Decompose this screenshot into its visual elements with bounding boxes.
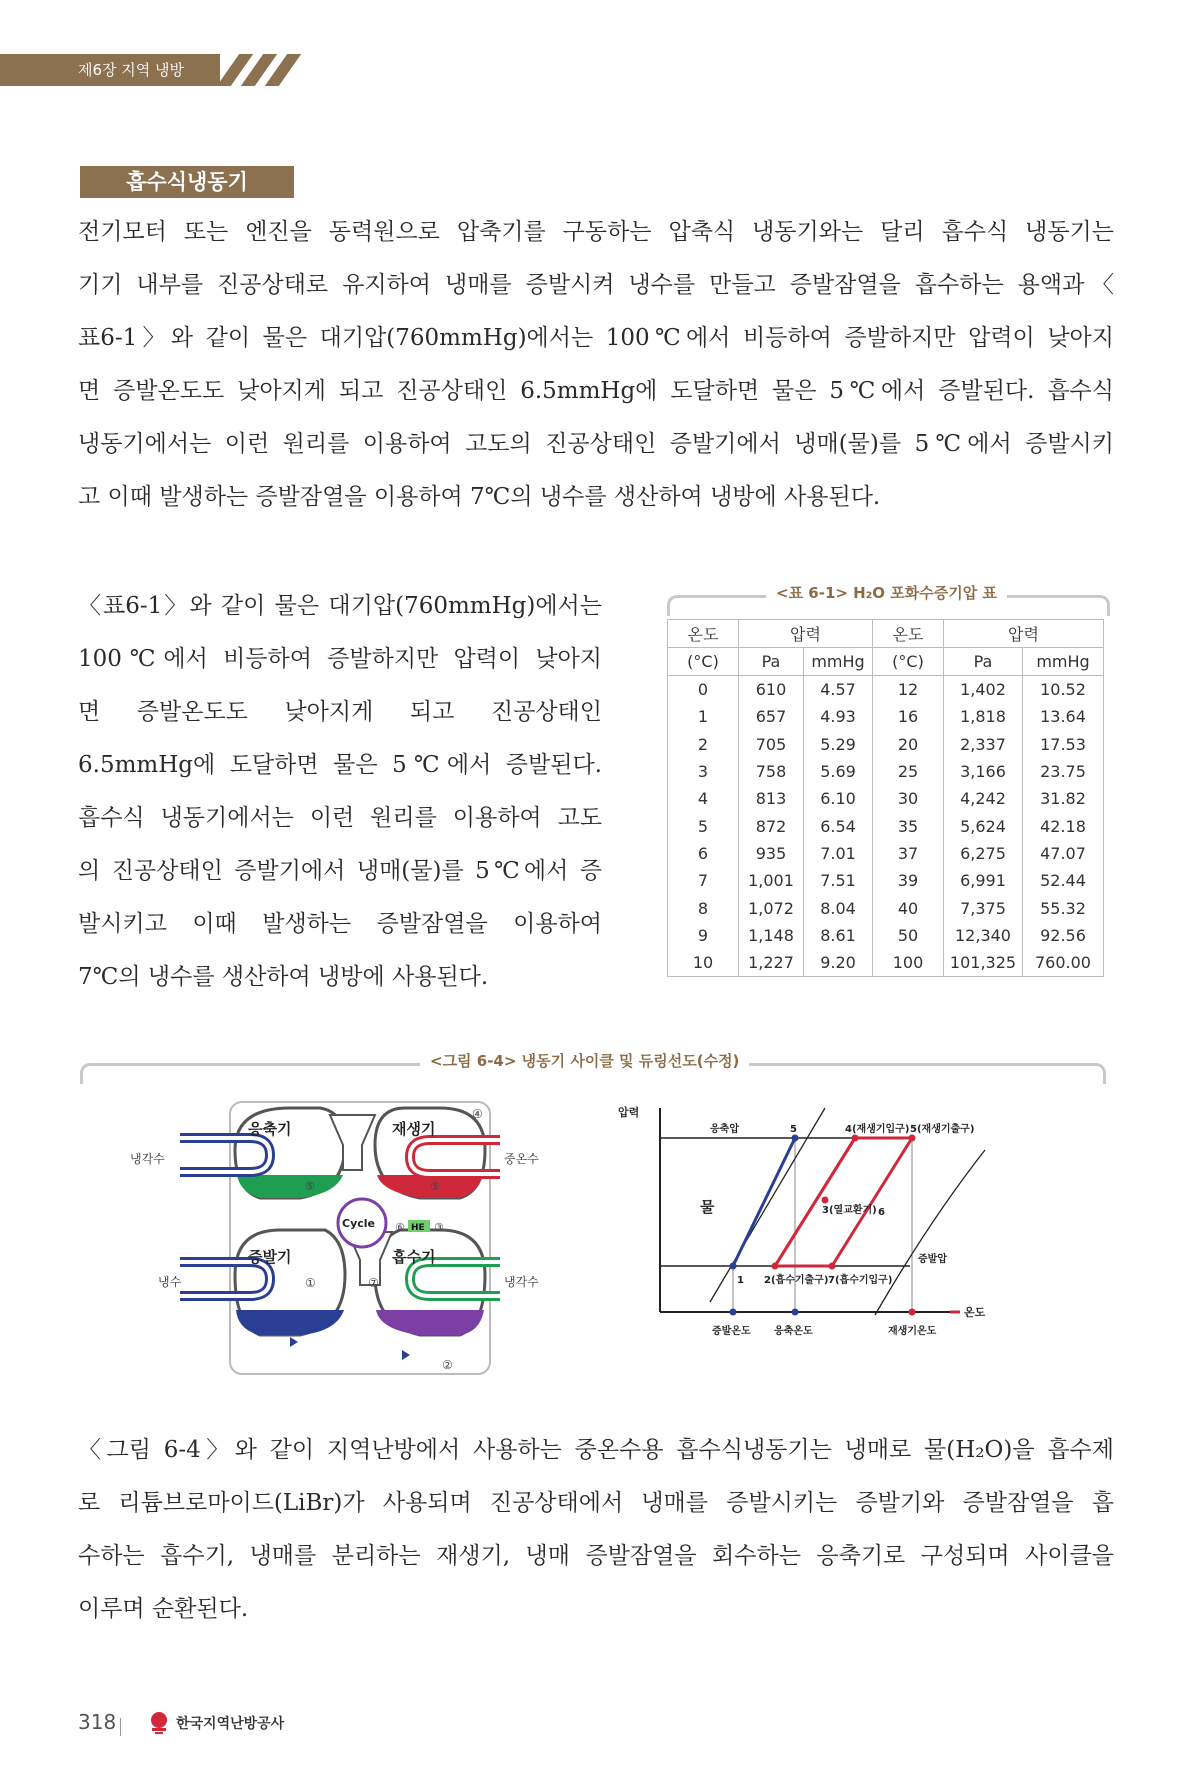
figure-caption: <그림 6-4> 냉동기 사이클 및 듀링선도(수정)	[420, 1050, 749, 1071]
table-cell: 101,325	[944, 949, 1023, 977]
point-5b-label: 5(재생기출구)	[910, 1124, 975, 1135]
table-cell: 758	[739, 758, 804, 785]
text-line: 7℃의 냉수를 생산하여 냉방에 사용된다.	[78, 964, 489, 990]
table-cell: 55.32	[1023, 894, 1104, 921]
table-cell: 705	[739, 731, 804, 758]
text-line: 발시키고 이때 발생하는 증발잠열을 이용하여	[78, 911, 602, 937]
table-row	[668, 867, 1104, 894]
gen-temp-label: 재생기온도	[888, 1326, 937, 1337]
table-cell: 100	[873, 949, 944, 977]
table-cell: 10	[668, 949, 739, 977]
table-cell: 1,818	[944, 703, 1023, 730]
condensing-pressure-label: 응축압	[710, 1124, 739, 1135]
table-row	[668, 731, 1104, 758]
axis-marker	[909, 1309, 916, 1316]
table-row	[668, 703, 1104, 730]
state-point	[792, 1135, 799, 1142]
generator-label: 재생기	[392, 1120, 436, 1138]
header-pressure: 압력	[739, 620, 873, 648]
chilled-water-label: 냉수	[158, 1275, 182, 1289]
table-cell: 42.18	[1023, 812, 1104, 839]
cooling-water-bottom-label: 냉각수	[504, 1275, 539, 1289]
point-2-label: ②	[442, 1358, 453, 1372]
water-label: 물	[700, 1198, 715, 1216]
header-pa: Pa	[739, 648, 804, 676]
solution-line	[875, 1150, 985, 1315]
header-mmhg: mmHg	[804, 648, 873, 676]
evaporating-pressure-label: 증발압	[918, 1254, 947, 1265]
table-cell: 1,402	[944, 676, 1023, 704]
table-cell: 1	[668, 703, 739, 730]
table-row	[668, 922, 1104, 949]
condenser-liquid	[237, 1175, 343, 1198]
he-label: HE	[411, 1223, 425, 1233]
table-cell: 6,275	[944, 840, 1023, 867]
table-cell: 7	[668, 867, 739, 894]
table-cell: 8	[668, 894, 739, 921]
table-cell: 7.51	[804, 867, 873, 894]
table-cell: 5.69	[804, 758, 873, 785]
table-cell: 7.01	[804, 840, 873, 867]
table-cell: 813	[739, 785, 804, 812]
point-3-label: 3(열교환기)	[822, 1205, 877, 1216]
footer-separator	[120, 1718, 121, 1736]
pump-arrow	[290, 1337, 298, 1347]
point-6-label: ⑥	[395, 1221, 405, 1234]
table-cell: 52.44	[1023, 867, 1104, 894]
header-temp: 온도	[668, 620, 739, 648]
point-1-label: 1	[737, 1275, 744, 1286]
vapor-pressure-table	[667, 619, 1104, 977]
state-point	[909, 1135, 916, 1142]
point-5-label: ⑤	[430, 1180, 440, 1193]
header-temp-unit: (°C)	[668, 648, 739, 676]
section-heading: 흡수식냉동기	[80, 166, 294, 198]
y-axis-label: 압력	[618, 1106, 640, 1119]
table-cell: 12,340	[944, 922, 1023, 949]
text-line: 면 증발온도도 낮아지게 되고 진공상태인	[78, 699, 602, 725]
table-cell: 6.54	[804, 812, 873, 839]
table-row	[668, 758, 1104, 785]
text-line: 수하는 흡수기, 냉매를 분리하는 재생기, 냉매 증발잠열을 회수하는 응축기로 구성되며 사이클을	[78, 1543, 1114, 1569]
table-cell: 50	[873, 922, 944, 949]
table-cell: 8.61	[804, 922, 873, 949]
page-number: 318	[78, 1710, 117, 1734]
duhring-diagram	[600, 1090, 1110, 1370]
table-cell: 37	[873, 840, 944, 867]
table-cell: 760.00	[1023, 949, 1104, 977]
x-axis-label: 온도	[964, 1306, 986, 1319]
table-cell: 7,375	[944, 894, 1023, 921]
point-4-label: ④	[472, 1107, 483, 1121]
text-line: 기기 내부를 진공상태로 유지하여 냉매를 증발시켜 냉수를 만들고 증발잠열을 흡수하는 용액과〈	[78, 272, 1114, 298]
text-line: 면 증발온도도 낮아지게 되고 진공상태인 6.5mmHg에 도달하면 물은 5℃에서 증발된다. 흡수식	[78, 378, 1114, 404]
absorber-liquid	[376, 1310, 484, 1335]
table-row	[668, 894, 1104, 921]
table-cell: 610	[739, 676, 804, 704]
table-cell: 4,242	[944, 785, 1023, 812]
table-cell: 657	[739, 703, 804, 730]
intro-paragraph	[78, 206, 1114, 524]
table-cell: 23.75	[1023, 758, 1104, 785]
cycle-label: Cycle	[342, 1217, 375, 1230]
table-cell: 2	[668, 731, 739, 758]
table-cell: 3,166	[944, 758, 1023, 785]
point-5-label: ⑤	[305, 1180, 315, 1193]
header-temp: 온도	[873, 620, 944, 648]
state-point	[730, 1263, 737, 1270]
point-7-label: 7(흡수기입구)	[828, 1275, 893, 1286]
water-line	[710, 1108, 825, 1302]
table-cell: 13.64	[1023, 703, 1104, 730]
table-row	[668, 812, 1104, 839]
text-line: 의 진공상태인 증발기에서 냉매(물)를 5℃에서 증	[78, 858, 602, 884]
table-caption: <표 6-1> H₂O 포화수증기압 표	[766, 582, 1007, 603]
pump-arrow	[402, 1350, 410, 1360]
cond-temp-label: 응축온도	[774, 1326, 813, 1337]
point-4-label: 4(재생기입구)	[845, 1124, 910, 1135]
table-row	[668, 949, 1104, 977]
table-cell: 1,072	[739, 894, 804, 921]
state-point	[772, 1263, 779, 1270]
org-logo-icon	[146, 1710, 172, 1736]
state-point	[829, 1263, 836, 1270]
evaporator-label: 증발기	[248, 1248, 292, 1266]
table-cell: 6	[668, 840, 739, 867]
table-row	[668, 785, 1104, 812]
table-cell: 39	[873, 867, 944, 894]
header-mmhg: mmHg	[1023, 648, 1104, 676]
evaporator-liquid	[236, 1310, 344, 1335]
point-2-label: 2(흡수기출구)	[764, 1275, 829, 1286]
table-cell: 92.56	[1023, 922, 1104, 949]
text-line: 이루며 순환된다.	[78, 1596, 249, 1622]
table-cell: 1,227	[739, 949, 804, 977]
header-pressure: 압력	[944, 620, 1104, 648]
evap-temp-label: 증발온도	[712, 1326, 751, 1337]
medium-temp-water-label: 중온수	[504, 1152, 539, 1166]
axis-marker	[792, 1309, 799, 1316]
table-cell: 6,991	[944, 867, 1023, 894]
cooling-water-top-label: 냉각수	[130, 1152, 165, 1166]
table-cell: 5	[668, 812, 739, 839]
table-cell: 8.04	[804, 894, 873, 921]
table-cell: 9.20	[804, 949, 873, 977]
table-cell: 20	[873, 731, 944, 758]
table-cell: 47.07	[1023, 840, 1104, 867]
table-cell: 17.53	[1023, 731, 1104, 758]
table-cell: 30	[873, 785, 944, 812]
text-line: 100℃에서 비등하여 증발하지만 압력이 낮아지	[78, 646, 602, 672]
table-cell: 872	[739, 812, 804, 839]
absorber-label: 흡수기	[392, 1248, 436, 1266]
header-pa: Pa	[944, 648, 1023, 676]
chapter-label: 제6장 지역 냉방	[78, 61, 185, 79]
text-line: 흡수식 냉동기에서는 이런 원리를 이용하여 고도	[78, 805, 602, 831]
table-cell: 4.57	[804, 676, 873, 704]
table-cell: 5.29	[804, 731, 873, 758]
text-line: 고 이때 발생하는 증발잠열을 이용하여 7℃의 냉수를 생산하여 냉방에 사용된다.	[78, 484, 881, 510]
table-cell: 16	[873, 703, 944, 730]
table-cell: 5,624	[944, 812, 1023, 839]
table-cell: 31.82	[1023, 785, 1104, 812]
table-cell: 0	[668, 676, 739, 704]
table-cell: 3	[668, 758, 739, 785]
point-6-label: 6	[878, 1207, 885, 1218]
table-cell: 25	[873, 758, 944, 785]
table-cell: 4.93	[804, 703, 873, 730]
absorption-cycle-diagram	[130, 1090, 550, 1380]
state-point	[852, 1135, 859, 1142]
header-temp-unit: (°C)	[873, 648, 944, 676]
table-row	[668, 676, 1104, 704]
text-line: 냉동기에서는 이런 원리를 이용하여 고도의 진공상태인 증발기에서 냉매(물)를 5℃에서 증발시키	[78, 431, 1114, 457]
condenser-label: 응축기	[248, 1120, 292, 1138]
text-line: 로 리튬브로마이드(LiBr)가 사용되며 진공상태에서 냉매를 증발시키는 증발기와 증발잠열을 흡	[78, 1490, 1114, 1516]
table-cell: 35	[873, 812, 944, 839]
table-cell: 1,148	[739, 922, 804, 949]
closing-paragraph	[78, 1424, 1114, 1636]
point-7-label: ⑦	[368, 1276, 379, 1290]
table-cell: 6.10	[804, 785, 873, 812]
table-row	[668, 840, 1104, 867]
point-5-label: 5	[790, 1124, 797, 1135]
table-cell: 935	[739, 840, 804, 867]
table-cell: 1,001	[739, 867, 804, 894]
table-cell: 40	[873, 894, 944, 921]
point-3-label: ③	[434, 1221, 444, 1234]
axis-marker	[730, 1309, 737, 1316]
text-line: 〈표6-1〉와 같이 물은 대기압(760mmHg)에서는	[78, 593, 602, 619]
table-cell: 10.52	[1023, 676, 1104, 704]
text-line: 6.5mmHg에 도달하면 물은 5℃에서 증발된다.	[78, 752, 602, 778]
text-line: 전기모터 또는 엔진을 동력원으로 압축기를 구동하는 압축식 냉동기와는 달리 흡수식 냉동기는	[78, 219, 1114, 245]
table-cell: 12	[873, 676, 944, 704]
point-1-label: ①	[305, 1276, 316, 1290]
text-line: 〈그림 6-4〉와 같이 지역난방에서 사용하는 중온수용 흡수식냉동기는 냉매로 물(H₂O)을 흡수제	[78, 1437, 1114, 1463]
state-point	[822, 1197, 829, 1204]
text-line: 표6-1〉와 같이 물은 대기압(760mmHg)에서는 100℃에서 비등하여 증발하지만 압력이 낮아지	[78, 325, 1114, 351]
side-paragraph	[78, 580, 602, 1004]
table-cell: 2,337	[944, 731, 1023, 758]
table-cell: 4	[668, 785, 739, 812]
org-name: 한국지역난방공사	[176, 1716, 285, 1732]
table-cell: 9	[668, 922, 739, 949]
